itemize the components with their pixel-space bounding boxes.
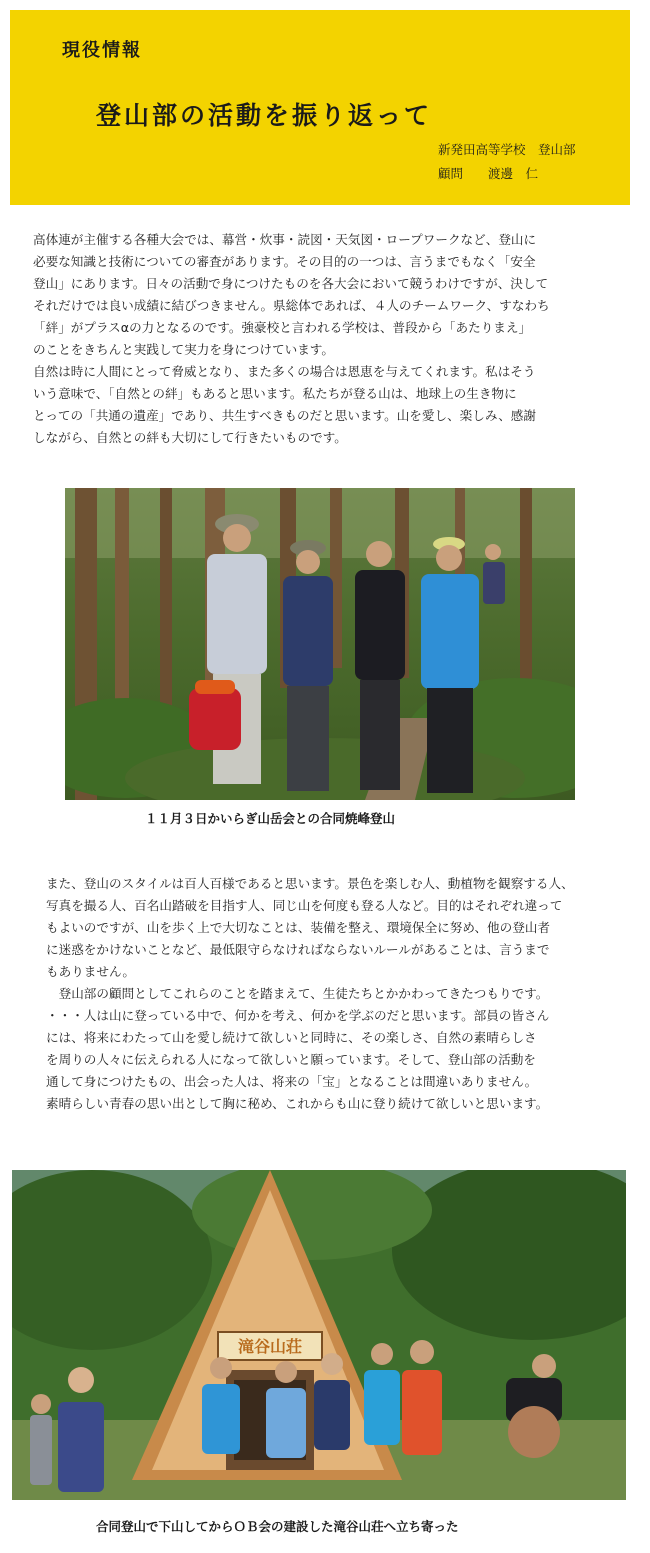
text-line: 高体連が主催する各種大会では、幕営・炊事・読図・天気図・ロープワークなど、登山に [33, 232, 537, 247]
school-name: 新発田高等学校 登山部 [438, 142, 576, 157]
text-line: また、登山のスタイルは百人百様であると思います。景色を楽しむ人、動植物を観察する人、 [46, 876, 574, 891]
text-line: 登山」にあります。日々の活動で身につけたものを各大会において競うわけですが、決して [33, 276, 549, 291]
text-line: それだけでは良い成績に結びつきません。県総体であれば、４人のチームワーク、すなわち [33, 298, 550, 313]
photo-caption-1: １１月３日かいらぎ山岳会との合同焼峰登山 [145, 811, 396, 826]
title-banner [10, 10, 630, 205]
text-line: には、将来にわたって山を愛し続けて欲しいと同時に、その楽しさ、自然の素晴らしさ [46, 1030, 537, 1045]
text-line: を周りの人々に伝えられる人になって欲しいと願っています。そして、登山部の活動を [46, 1052, 536, 1067]
text-line: 必要な知識と技術についての審査があります。その目的の一つは、言うまでもなく「安全 [33, 254, 536, 269]
text-line: のことをきちんと実践して実力を身につけています。 [33, 342, 334, 357]
paragraph-1 [33, 229, 550, 449]
text-line: 写真を撮る人、百名山踏破を目指す人、同じ山を何度も登る人など。目的はそれぞれ違って [46, 898, 563, 913]
text-line: ・・・人は山に登っている中で、何かを考え、何かを学ぶのだと思います。部員の皆さん [46, 1008, 550, 1023]
text-line: とっての「共通の遺産」であり、共生すべきものだと思います。山を愛し、楽しみ、感謝 [33, 408, 536, 423]
advisor-name: 顧問 渡邊 仁 [438, 166, 539, 181]
article-title: 登山部の活動を振り返って [96, 101, 433, 130]
mountain-hut-photo [12, 1170, 626, 1500]
text-line: 素晴らしい青春の思い出として胸に秘め、これからも山に登り続けて欲しいと思います。 [46, 1096, 549, 1111]
text-line: しながら、自然との絆も大切にして行きたいものです。 [33, 430, 347, 445]
text-line: もよいのですが、山を歩く上で大切なことは、装備を整え、環境保全に努め、他の登山者 [46, 920, 551, 935]
section-label: 現役情報 [62, 40, 142, 61]
text-line: もありません。 [46, 964, 135, 979]
text-line: 「絆」がプラスαの力となるのです。強豪校と言われる学校は、普段から「あたりまえ」 [33, 320, 532, 335]
text-line: 通して身につけたもの、出会った人は、将来の「宝」となることは間違いありません。 [46, 1074, 538, 1089]
text-line: いう意味で、「自然との絆」もあると思います。私たちが登る山は、地球上の生き物に [33, 386, 517, 401]
hut-sign: 滝谷山荘 [237, 1337, 303, 1356]
text-line: に迷惑をかけないことなど、最低限守らなければならないルールがあることは、言うまで [46, 942, 550, 957]
hikers-group-photo [65, 488, 575, 800]
paragraph-2 [46, 873, 574, 1115]
author-block [438, 138, 576, 186]
photo-caption-2: 合同登山で下山してからＯＢ会の建設した滝谷山荘へ立ち寄った [96, 1519, 459, 1534]
text-line: 自然は時に人間にとって脅威となり、また多くの場合は恩恵を与えてくれます。私はそう [33, 364, 536, 379]
text-line: 登山部の顧問としてこれらのことを踏まえて、生徒たちとかかわってきたつもりです。 [46, 986, 549, 1001]
